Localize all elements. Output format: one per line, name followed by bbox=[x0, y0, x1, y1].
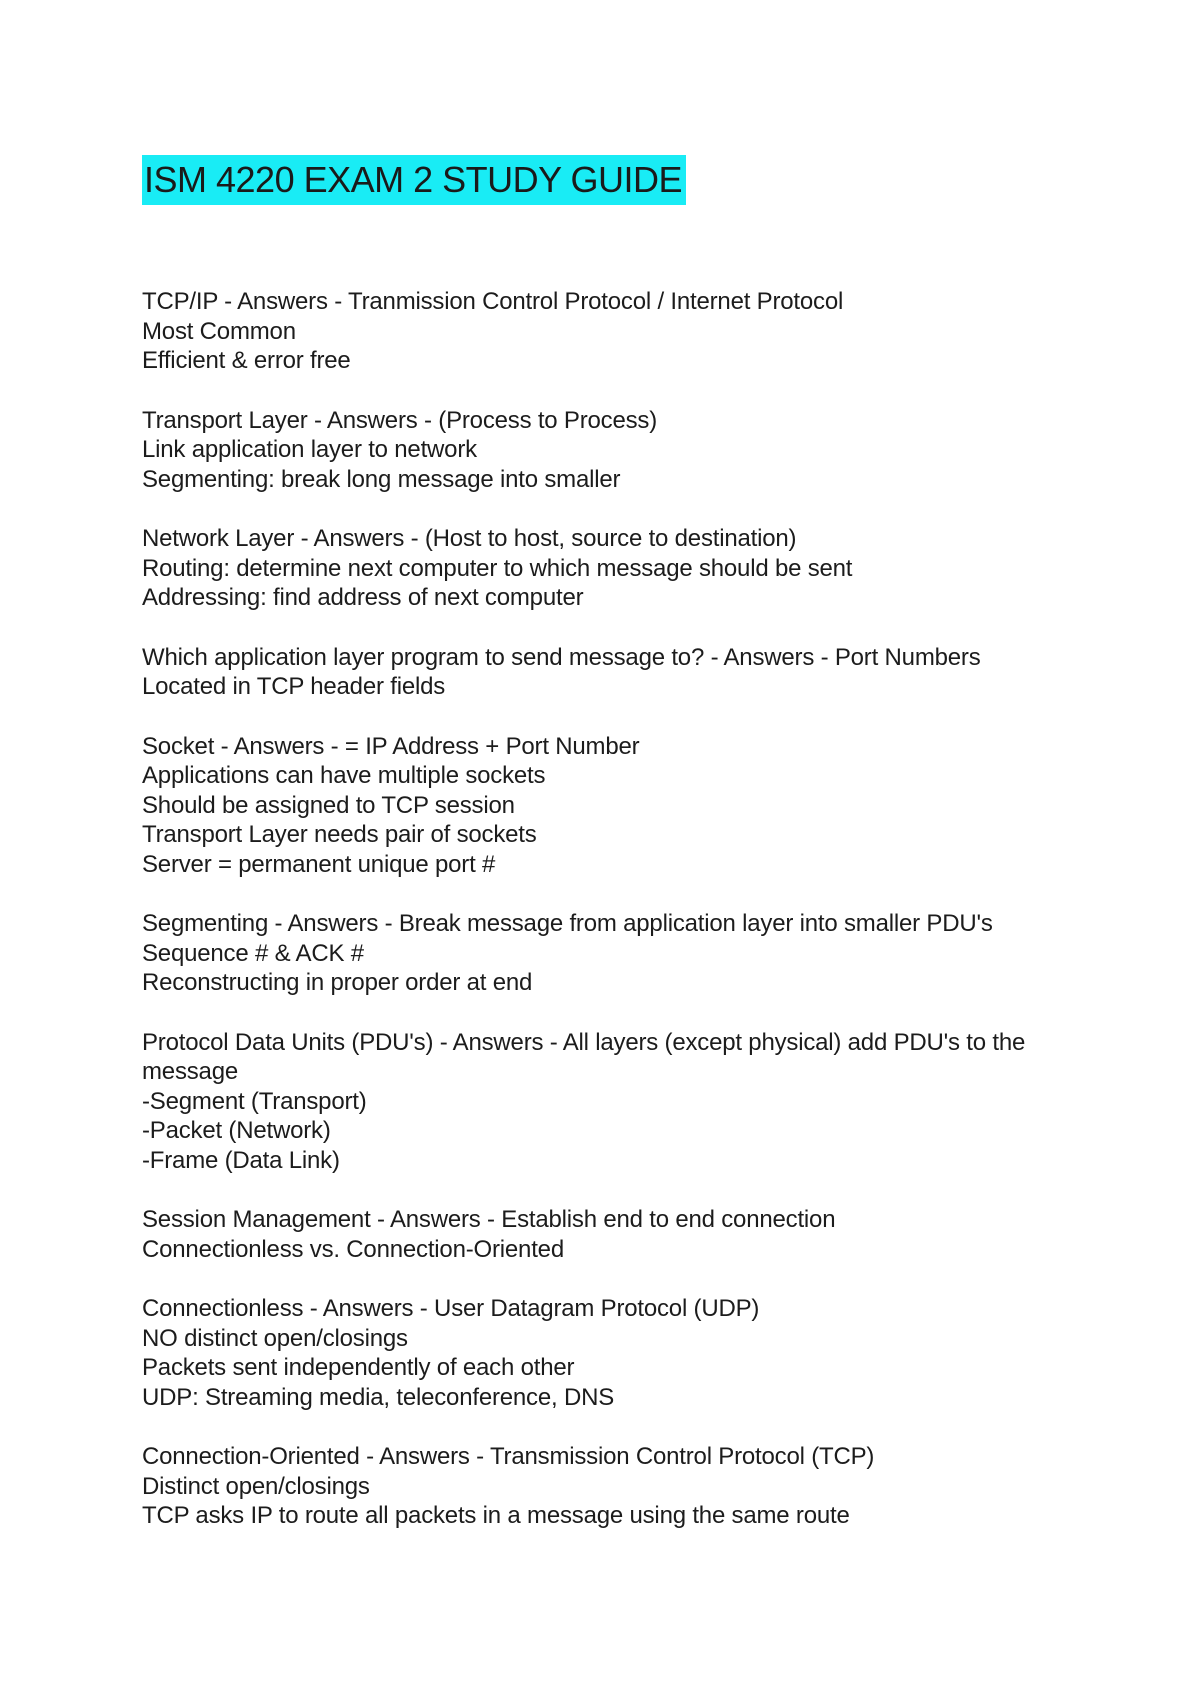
entry-line: TCP/IP - Answers - Tranmission Control Protocol / Internet Protocol bbox=[142, 288, 844, 315]
entry-line: Most Common bbox=[142, 317, 296, 345]
entry-pdus bbox=[142, 1028, 1062, 1176]
entry-connection-oriented bbox=[142, 1442, 1062, 1531]
entry-line: Session Management - Answers - Establish end to end connection bbox=[142, 1206, 836, 1233]
entry-line: Connectionless - Answers - User Datagram Protocol (UDP) bbox=[142, 1295, 760, 1322]
entry-line: Efficient & error free bbox=[142, 347, 351, 374]
entry-line: Applications can have multiple sockets bbox=[142, 762, 546, 789]
entry-line: Sequence # & ACK # bbox=[142, 939, 364, 967]
entry-line: Segmenting - Answers - Break message from application layer into smaller PDU's bbox=[142, 910, 993, 937]
entry-line: Routing: determine next computer to which message should be sent bbox=[142, 554, 853, 582]
entry-line: Connectionless vs. Connection-Oriented bbox=[142, 1235, 564, 1263]
entry-segmenting bbox=[142, 909, 1062, 998]
entry-line: Which application layer program to send message to? - Answers - Port Numbers bbox=[142, 643, 981, 671]
entry-network-layer bbox=[142, 524, 1062, 613]
study-guide-content bbox=[142, 287, 1062, 1561]
entry-line: Socket - Answers - = IP Address + Port Number bbox=[142, 732, 640, 760]
entry-line: -Packet (Network) bbox=[142, 1117, 331, 1144]
entry-line: Should be assigned to TCP session bbox=[142, 791, 515, 819]
entry-line: UDP: Streaming media, teleconference, DNS bbox=[142, 1383, 615, 1411]
entry-line: Reconstructing in proper order at end bbox=[142, 969, 533, 996]
entry-line: TCP asks IP to route all packets in a message using the same route bbox=[142, 1502, 850, 1529]
entry-transport-layer bbox=[142, 406, 1062, 495]
entry-line: NO distinct open/closings bbox=[142, 1324, 408, 1352]
entry-session-management bbox=[142, 1205, 1062, 1264]
entry-line: Protocol Data Units (PDU's) - Answers - All layers (except physical) add PDU's to the message bbox=[142, 1028, 1026, 1085]
entry-line: Transport Layer needs pair of sockets bbox=[142, 821, 537, 848]
entry-socket bbox=[142, 732, 1062, 880]
entry-line: Segmenting: break long message into smaller bbox=[142, 465, 621, 493]
entry-line: Located in TCP header fields bbox=[142, 673, 446, 700]
entry-line: Connection-Oriented - Answers - Transmission Control Protocol (TCP) bbox=[142, 1443, 875, 1470]
page-title: ISM 4220 EXAM 2 STUDY GUIDE bbox=[142, 155, 686, 205]
title-block bbox=[142, 155, 686, 205]
entry-line: -Frame (Data Link) bbox=[142, 1146, 340, 1174]
entry-line: -Segment (Transport) bbox=[142, 1087, 367, 1115]
entry-tcp-ip bbox=[142, 287, 1062, 376]
entry-line: Link application layer to network bbox=[142, 436, 477, 463]
entry-line: Server = permanent unique port # bbox=[142, 850, 496, 878]
entry-line: Network Layer - Answers - (Host to host, source to destination) bbox=[142, 525, 797, 552]
entry-line: Packets sent independently of each other bbox=[142, 1354, 575, 1381]
entry-port-numbers bbox=[142, 643, 1062, 702]
entry-line: Distinct open/closings bbox=[142, 1472, 370, 1500]
entry-line: Transport Layer - Answers - (Process to Process) bbox=[142, 406, 658, 434]
entry-connectionless bbox=[142, 1294, 1062, 1412]
entry-line: Addressing: find address of next computer bbox=[142, 584, 584, 611]
